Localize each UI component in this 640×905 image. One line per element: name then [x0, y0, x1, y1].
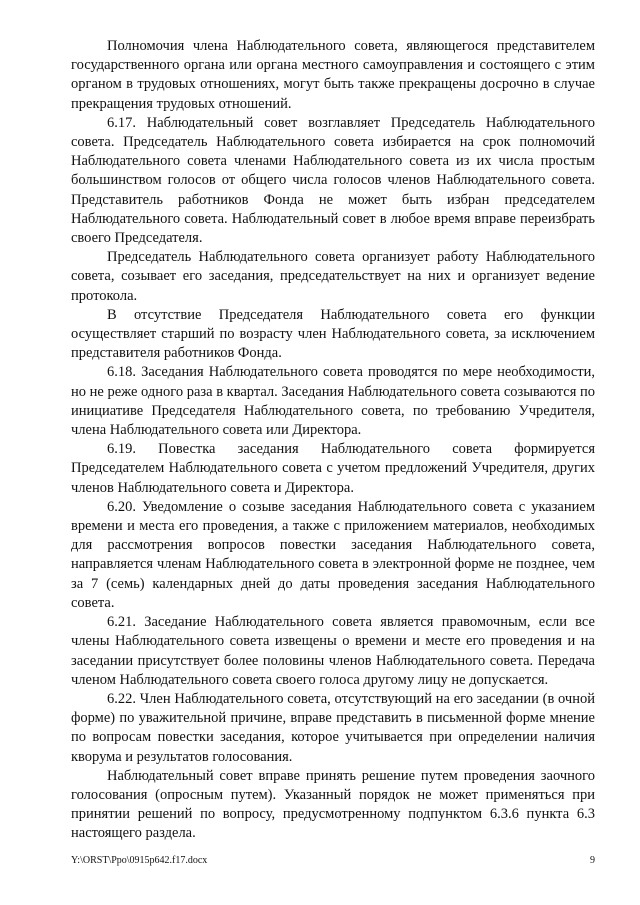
paragraph-6-18-meetings: 6.18. Заседания Наблюдательного совета проводятся по мере необходимости, но не реже одного раза в квартал. Заседания Наблюдательного совета созываются по инициативе Председателя Наблюдательного совета, по требованию Учредителя, члена Наблюдательного совета или Директора. — [71, 364, 595, 439]
paragraph-absentee-voting: Наблюдательный совет вправе принять решение путем проведения заочного голосования (опросным путем). Указанный порядок не может применяться при принятии решений по вопросу, предусмотренному подпунктом 6.3.6 пункта 6.3 настоящего раздела. — [71, 767, 595, 842]
footer-file-path: Y:\ORST\Ppo\0915p642.f17.docx — [71, 855, 208, 866]
paragraph-chairman-duties: Председатель Наблюдательного совета организует работу Наблюдательного совета, созывает его заседания, председательствует на них и организует ведение протокола. — [71, 249, 595, 304]
paragraph-member-powers-termination: Полномочия члена Наблюдательного совета, являющегося представителем государственного органа или органа местного самоуправления и состоящего с этим органом в трудовых отношениях, могут быть также прекращены досрочно в случае прекращения трудовых отношений. — [71, 38, 595, 112]
paragraph-6-19-agenda: 6.19. Повестка заседания Наблюдательного совета формируется Председателем Наблюдательного совета с учетом предложений Учредителя, других членов Наблюдательного совета и Директора. — [71, 441, 595, 496]
paragraph-6-21-quorum: 6.21. Заседание Наблюдательного совета является правомочным, если все члены Наблюдательного совета извещены о времени и месте его проведения и на заседании присутствует более половины членов Наблюдательного совета. Передача членом Наблюдательного совета своего голоса другому лицу не допускается. — [71, 614, 595, 688]
paragraph-chairman-absence: В отсутствие Председателя Наблюдательного совета его функции осуществляет старший по возрасту член Наблюдательного совета, за исключением представителя работников Фонда. — [71, 306, 595, 362]
document-body — [71, 37, 595, 844]
paragraph-6-22-absent-member: 6.22. Член Наблюдательного совета, отсутствующий на его заседании (в очной форме) по уважительной причине, вправе представить в письменной форме мнение по вопросам повестки заседания, которое учитывается при определении наличия кворума и результатов голосования. — [71, 690, 595, 765]
paragraph-6-17-chairman: 6.17. Наблюдательный совет возглавляет Председатель Наблюдательного совета. Председатель Наблюдательного совета избирается на срок полномочий Наблюдательного совета членами Наблюдательного совета из их числа простым большинством голосов от общего числа голосов членов Наблюдательного совета. Представитель работников Фонда не может быть избран председателем Наблюдательного совета. Наблюдательный совет в любое время вправе переизбрать своего Председателя. — [71, 114, 595, 247]
paragraph-6-20-notice: 6.20. Уведомление о созыве заседания Наблюдательного совета с указанием времени и места его проведения, а также с приложением материалов, необходимых для рассмотрения вопросов повестки заседания Наблюдательного совета, направляется членам Наблюдательного совета в электронной форме не позднее, чем за 7 (семь) календарных дней до даты проведения заседания Наблюдательного совета. — [71, 498, 595, 611]
page-number: 9 — [590, 855, 595, 866]
